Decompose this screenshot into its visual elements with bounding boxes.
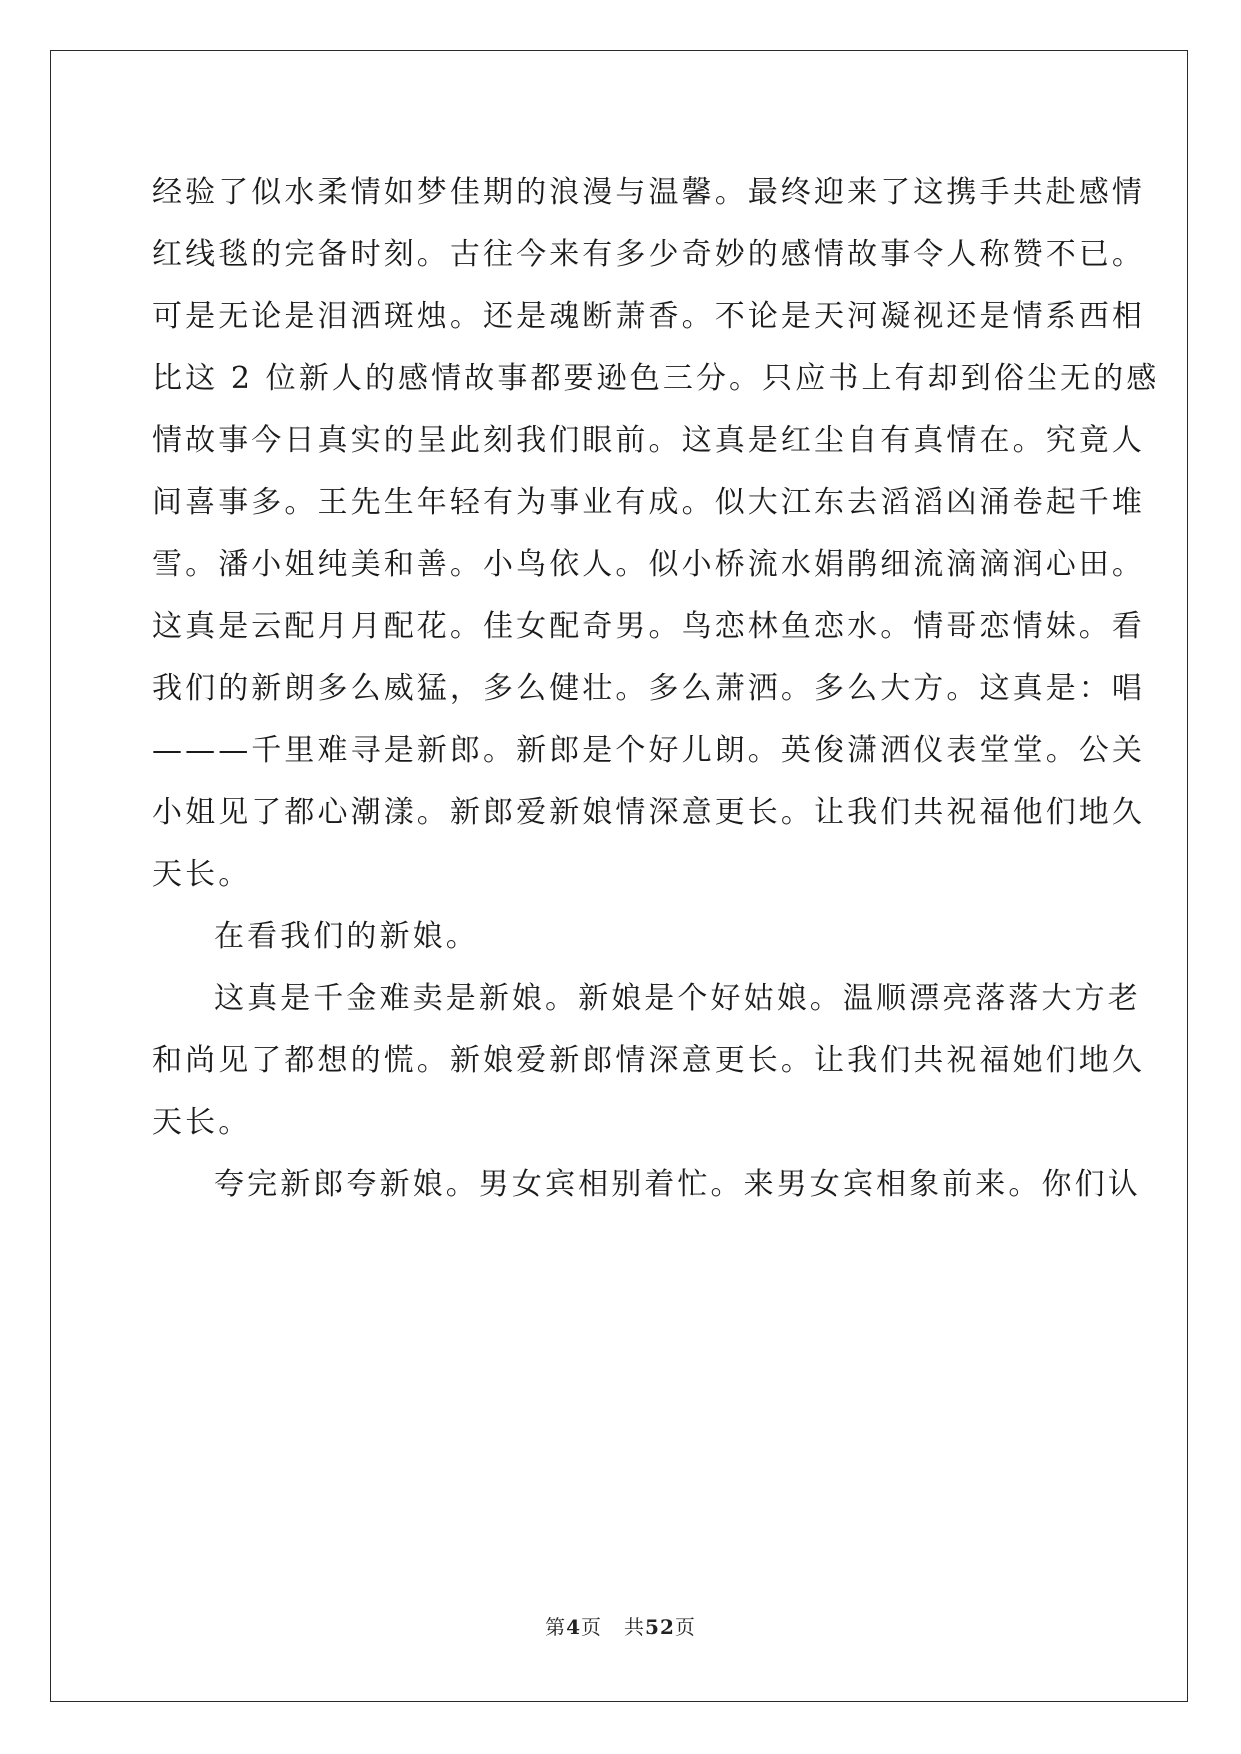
text-line-11: 小姐见了都心潮漾。新郎爱新娘情深意更长。让我们共祝福他们地久 [152, 795, 1145, 830]
text-line-14: 这真是千金难卖是新娘。新娘是个好姑娘。温顺漂亮落落大方老 [214, 981, 1141, 1016]
text-line-7: 雪。潘小姐纯美和善。小鸟依人。似小桥流水娟鹃细流滴滴润心田。 [152, 547, 1145, 582]
text-line-3: 可是无论是泪洒斑烛。还是魂断萧香。不论是天河凝视还是情系西相 [152, 299, 1145, 334]
text-line-9: 我们的新朗多么威猛，多么健壮。多么萧洒。多么大方。这真是：唱 [152, 671, 1145, 706]
text-line-12: 天长。 [152, 857, 252, 892]
document-body [152, 162, 1160, 1216]
text-line-13: 在看我们的新娘。 [214, 919, 479, 954]
text-line-15: 和尚见了都想的慌。新娘爱新郎情深意更长。让我们共祝福她们地久 [152, 1043, 1145, 1078]
total-page-number: 52 [645, 1615, 675, 1639]
text-line-17: 夸完新郎夸新娘。男女宾相别着忙。来男女宾相象前来。你们认 [214, 1167, 1141, 1202]
text-line-5: 情故事今日真实的呈此刻我们眼前。这真是红尘自有真情在。究竟人 [152, 423, 1145, 458]
text-line-10: ———千里难寻是新郎。新郎是个好儿朗。英俊潇洒仪表堂堂。公关 [152, 733, 1145, 768]
text-line-4: 比这 2 位新人的感情故事都要逊色三分。只应书上有却到俗尘无的感 [152, 361, 1160, 396]
footer-prefix: 第 [545, 1615, 567, 1639]
text-line-6: 间喜事多。王先生年轻有为事业有成。似大江东去滔滔凶涌卷起千堆 [152, 485, 1145, 520]
footer-total-prefix: 共 [624, 1615, 646, 1639]
text-line-2: 红线毯的完备时刻。古往今来有多少奇妙的感情故事令人称赞不已。 [152, 237, 1145, 272]
page-footer [0, 1611, 1241, 1640]
footer-page-suffix: 页 [581, 1615, 603, 1639]
footer-total-suffix: 页 [674, 1615, 696, 1639]
text-line-16: 天长。 [152, 1105, 252, 1140]
text-line-1: 经验了似水柔情如梦佳期的浪漫与温馨。最终迎来了这携手共赴感情 [152, 175, 1145, 210]
current-page-number: 4 [566, 1615, 582, 1639]
text-line-8: 这真是云配月月配花。佳女配奇男。鸟恋林鱼恋水。情哥恋情妹。看 [152, 609, 1145, 644]
